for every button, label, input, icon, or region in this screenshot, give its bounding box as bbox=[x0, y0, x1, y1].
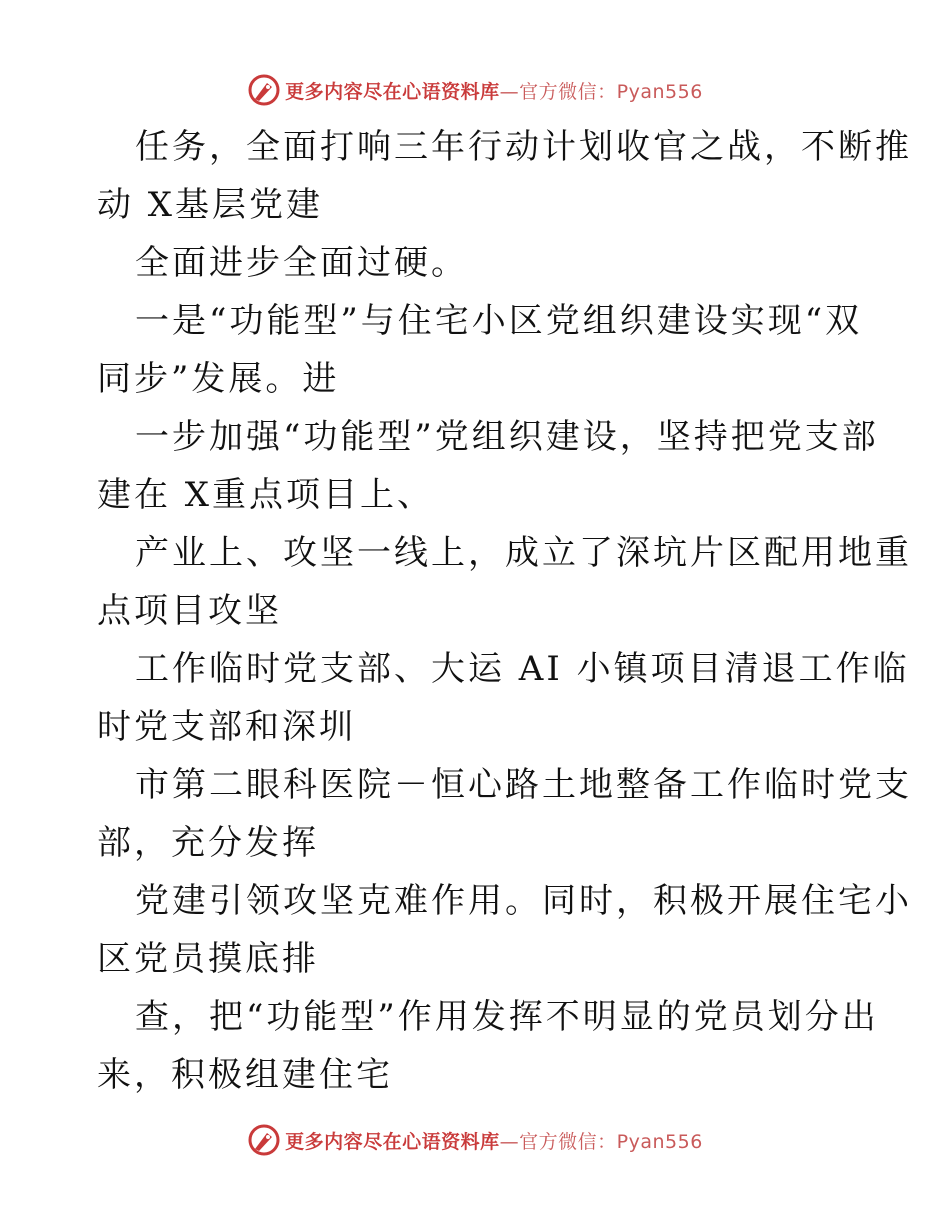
watermark-main-text: 更多内容尽在心语资料库 bbox=[285, 80, 500, 103]
watermark-dash: — bbox=[499, 1130, 520, 1153]
watermark-dash: — bbox=[499, 80, 520, 103]
paragraph-line: 市第二眼科医院－恒心路土地整备工作临时党支 bbox=[135, 765, 912, 805]
paragraph-line: 工作临时党支部、大运 AI 小镇项目清退工作临 bbox=[135, 649, 910, 689]
paragraph-line: 区党员摸底排 bbox=[97, 939, 319, 979]
paragraph-line: 来，积极组建住宅 bbox=[97, 1055, 393, 1095]
paragraph-line: 同步”发展。进 bbox=[97, 359, 340, 399]
paragraph-line: 一是“功能型”与住宅小区党组织建设实现“双 bbox=[135, 301, 863, 341]
watermark-main-text: 更多内容尽在心语资料库 bbox=[285, 1130, 500, 1153]
pen-nib-logo-icon bbox=[247, 73, 281, 107]
paragraph-line: 任务，全面打响三年行动计划收官之战，不断推 bbox=[135, 127, 912, 167]
watermark-wechat-text: 官方微信：Pyan556 bbox=[519, 80, 703, 103]
paragraph-line: 动 X基层党建 bbox=[97, 185, 324, 225]
document-body bbox=[97, 118, 912, 1104]
watermark-text bbox=[285, 1127, 703, 1154]
paragraph-line: 建在 X重点项目上、 bbox=[97, 475, 435, 515]
footer-watermark-banner bbox=[0, 1120, 950, 1160]
paragraph-line: 点项目攻坚 bbox=[97, 591, 282, 631]
paragraph-line: 一步加强“功能型”党组织建设，坚持把党支部 bbox=[135, 417, 879, 457]
paragraph-line: 时党支部和深圳 bbox=[97, 707, 356, 747]
paragraph-line: 查，把“功能型”作用发挥不明显的党员划分出 bbox=[135, 997, 879, 1037]
watermark-text bbox=[285, 77, 703, 104]
paragraph-line: 产业上、攻坚一线上，成立了深坑片区配用地重 bbox=[135, 533, 912, 573]
watermark-wechat-text: 官方微信：Pyan556 bbox=[519, 1130, 703, 1153]
paragraph-line: 部，充分发挥 bbox=[97, 823, 319, 863]
header-watermark-banner bbox=[0, 70, 950, 110]
paragraph-line: 全面进步全面过硬。 bbox=[135, 243, 468, 283]
pen-nib-logo-icon bbox=[247, 1123, 281, 1157]
paragraph-line: 党建引领攻坚克难作用。同时，积极开展住宅小 bbox=[135, 881, 912, 921]
